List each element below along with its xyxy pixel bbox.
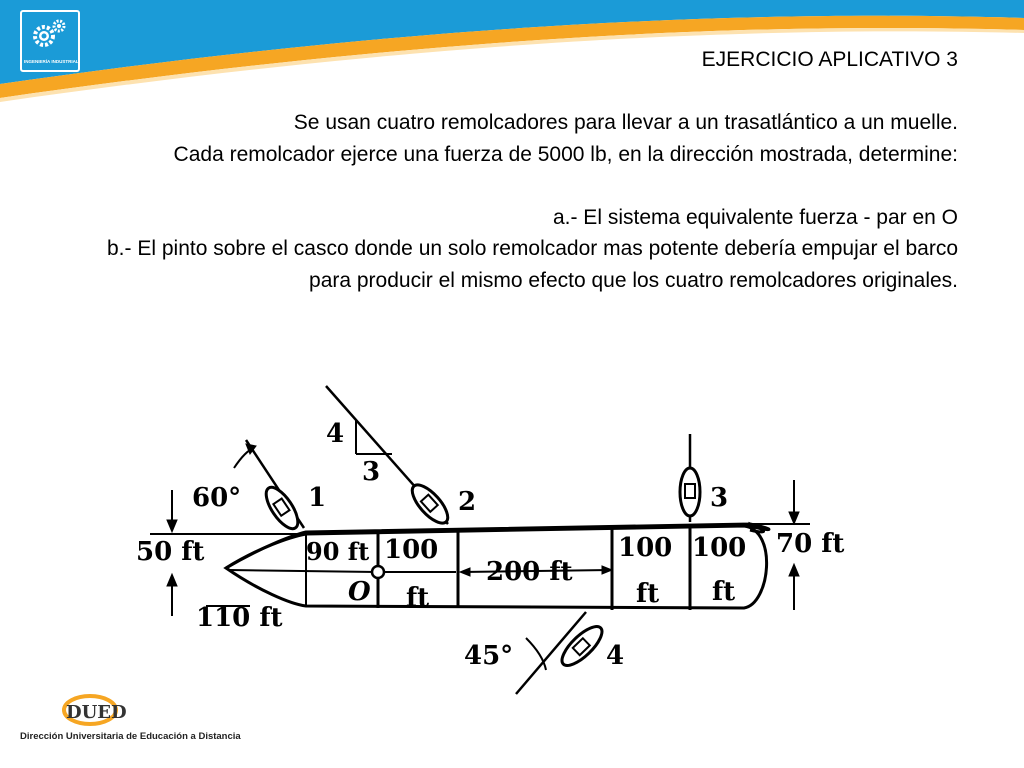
angle-60-label: 60° bbox=[192, 483, 242, 513]
tug-2-label: 2 bbox=[458, 487, 477, 517]
ship-diagram bbox=[130, 380, 870, 700]
dim-50ft-label: 50 ft bbox=[136, 537, 205, 567]
tugboat-3 bbox=[680, 468, 700, 516]
intro-line-1: Se usan cuatro remolcadores para llevar a un trasatlántico a un muelle. bbox=[293, 111, 958, 134]
tug-4-label: 4 bbox=[606, 641, 625, 671]
slope-3-label: 3 bbox=[362, 457, 381, 487]
dim-100-b-label: 100 bbox=[618, 533, 673, 563]
question-a: a.- El sistema equivalente fuerza - par en O bbox=[552, 205, 958, 229]
exercise-title: EJERCICIO APLICATIVO 3 bbox=[701, 48, 958, 71]
gear-icon bbox=[28, 16, 72, 56]
faculty-logo bbox=[20, 10, 80, 72]
tugboat-2 bbox=[407, 479, 454, 528]
faculty-logo-label: INGENIERÍA INDUSTRIAL bbox=[24, 59, 79, 64]
tugboat-4 bbox=[556, 621, 607, 672]
dim-200ft-label: 200 ft bbox=[486, 557, 573, 587]
ft-b-label: ft bbox=[636, 579, 660, 609]
institution-name: Dirección Universitaria de Educación a Distancia bbox=[20, 731, 241, 742]
tugboat-1 bbox=[260, 483, 303, 534]
problem-statement bbox=[78, 44, 958, 296]
dim-110ft-label: 110 ft bbox=[196, 603, 283, 633]
intro-line-2: Cada remolcador ejerce una fuerza de 5000 lb, en la dirección mostrada, determine: bbox=[173, 142, 958, 166]
angle-45-label: 45° bbox=[464, 641, 514, 671]
dim-100-c-label: 100 bbox=[692, 533, 747, 563]
ft-c-label: ft bbox=[712, 577, 736, 607]
ft-a-label: ft bbox=[406, 583, 430, 613]
dued-logo-word: DUED bbox=[66, 702, 127, 723]
point-o-marker bbox=[372, 566, 384, 578]
point-o-label: O bbox=[348, 577, 371, 607]
tug-1-label: 1 bbox=[308, 483, 327, 513]
dim-100-a-label: 100 bbox=[384, 535, 439, 565]
dim-70ft-label: 70 ft bbox=[776, 529, 845, 559]
dim-90ft-label: 90 ft bbox=[306, 537, 370, 566]
question-b: b.- El pinto sobre el casco donde un solo remolcador mas potente debería empujar el barco para producir el mismo efecto que los cuatro remolcadores originales. bbox=[107, 237, 958, 292]
tug-3-label: 3 bbox=[710, 483, 729, 513]
slope-4-label: 4 bbox=[326, 419, 345, 449]
